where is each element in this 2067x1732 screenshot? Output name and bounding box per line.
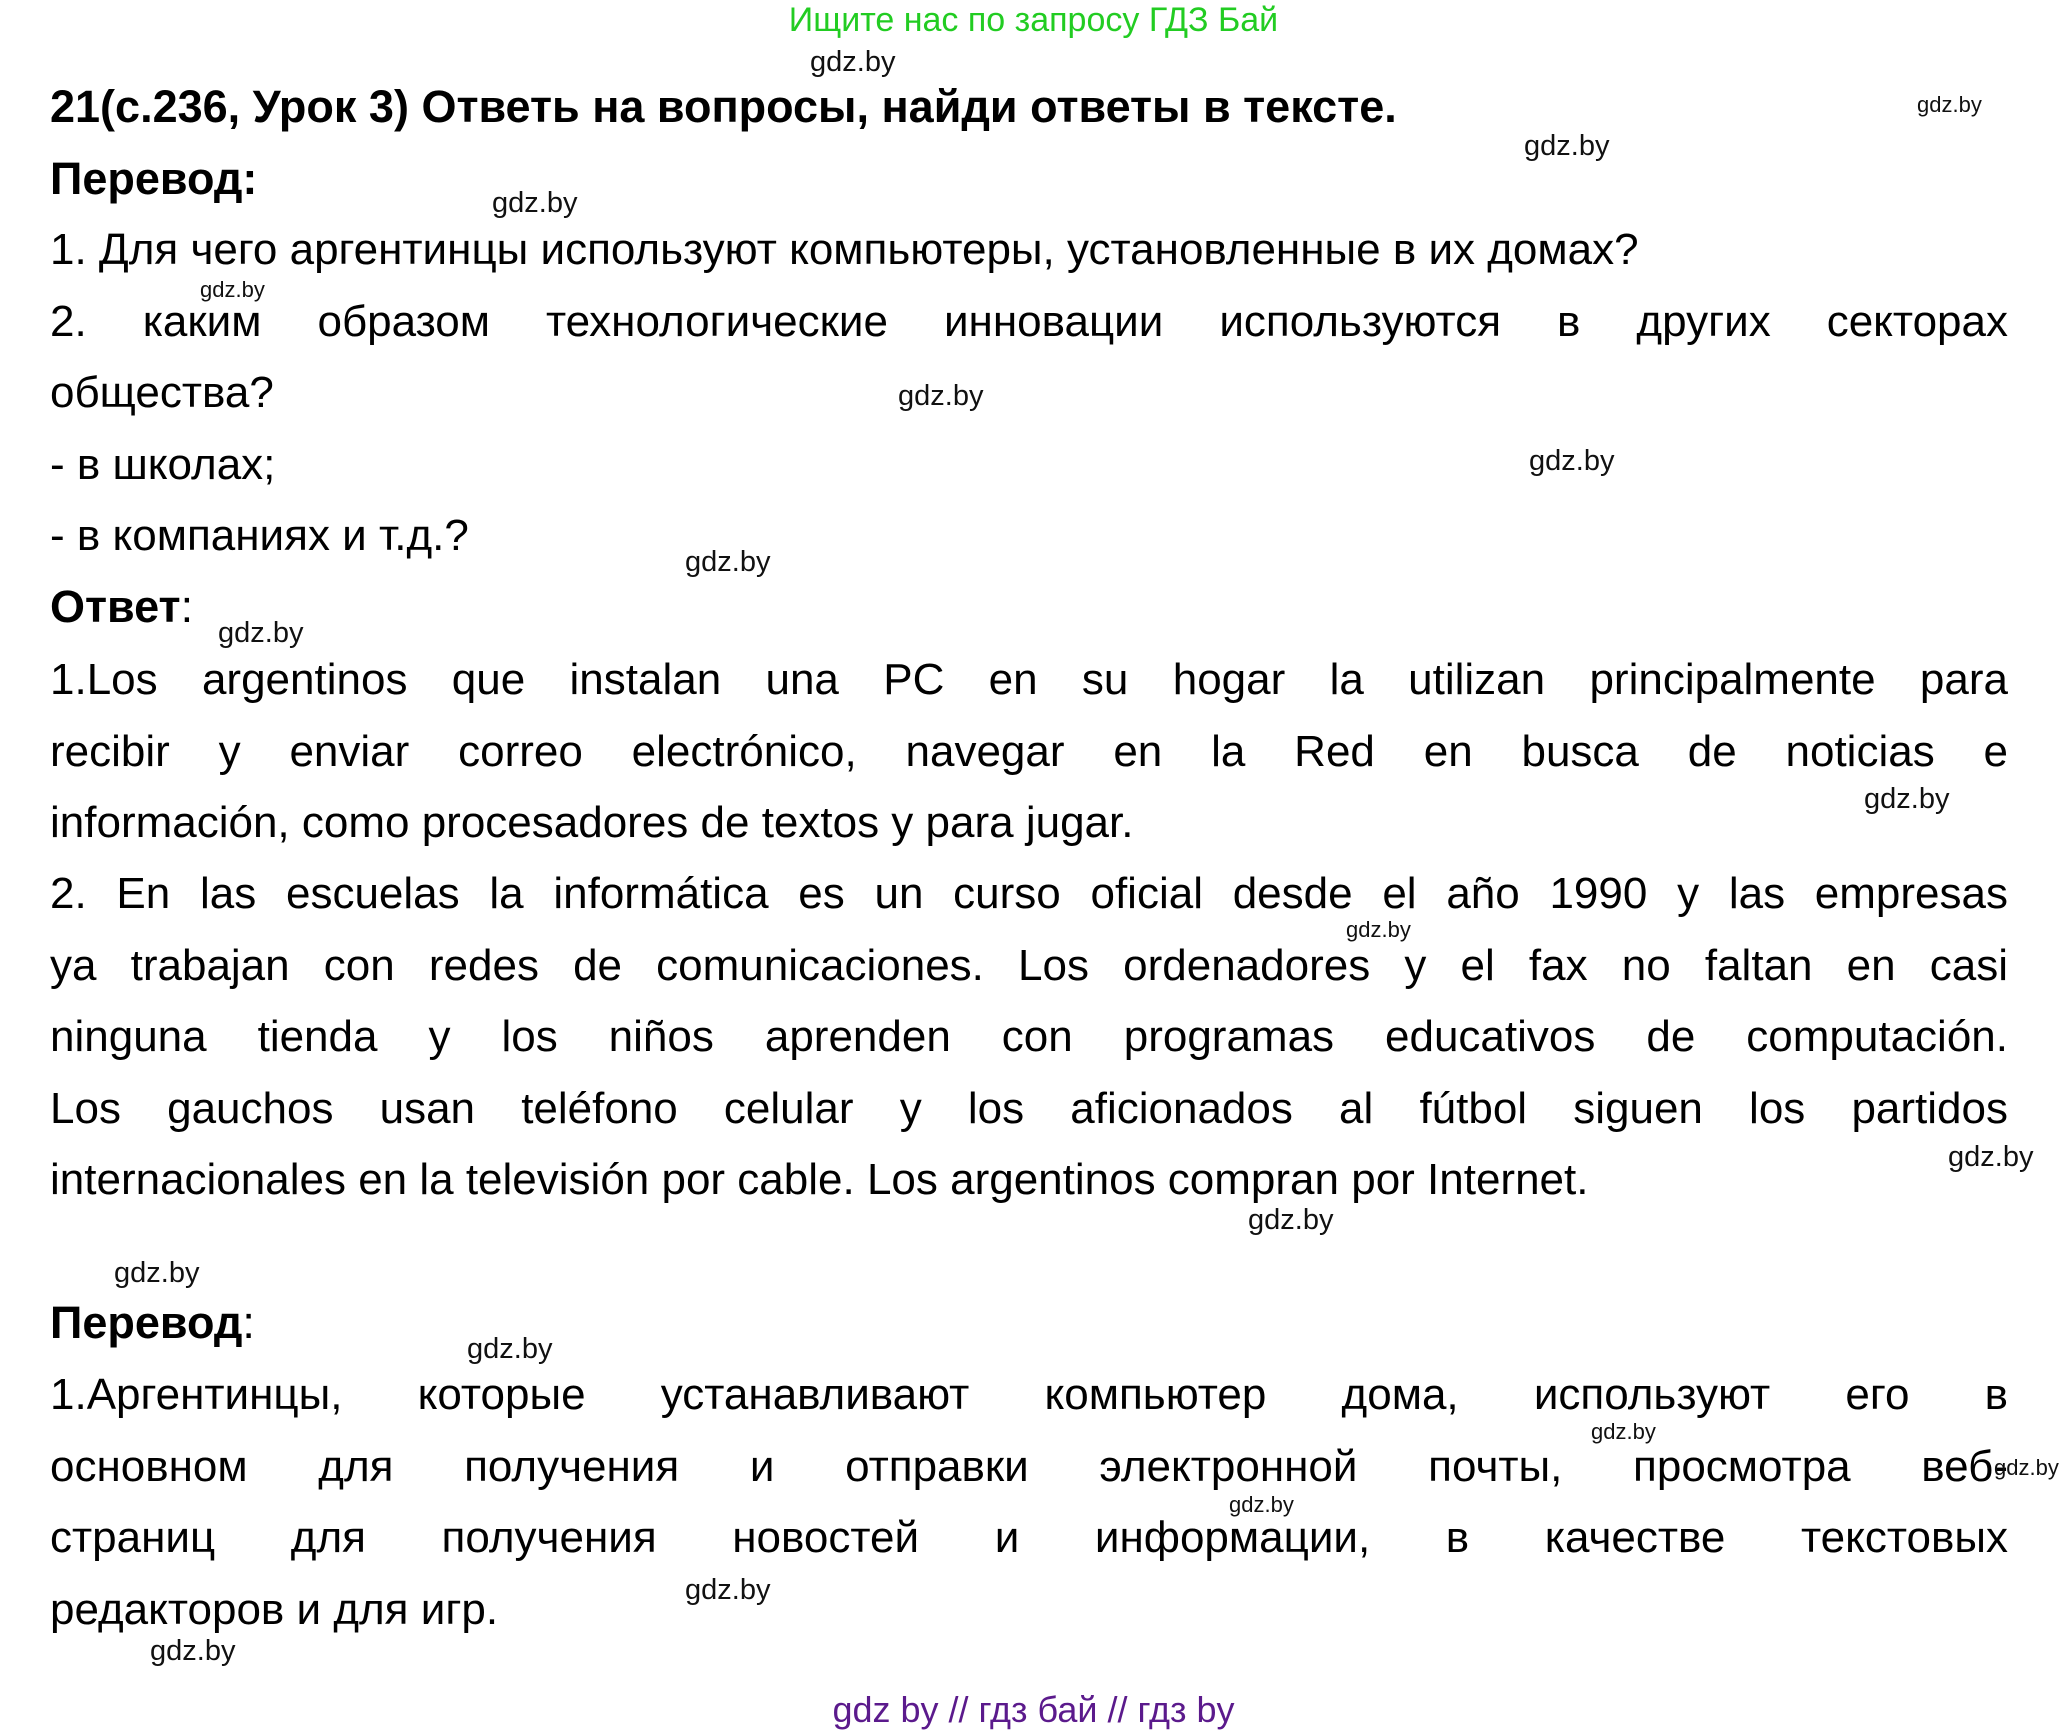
heading-text: Ответ bbox=[50, 581, 181, 632]
answer-line: recibir y enviar correo electrónico, navegar en la Red en busca de noticias e bbox=[50, 726, 2008, 776]
watermark: gdz.by bbox=[1229, 1492, 1294, 1517]
watermark: gdz.by bbox=[685, 1574, 771, 1606]
question-line: общества? bbox=[50, 368, 274, 417]
answer-paragraph-1 bbox=[50, 644, 2008, 859]
questions-block bbox=[50, 214, 2008, 572]
watermark: gdz.by bbox=[1948, 1141, 2034, 1173]
answer-paragraph-2 bbox=[50, 858, 2008, 1216]
watermark: gdz.by bbox=[1591, 1419, 1656, 1444]
answer-line: internacionales en la televisión por cable. Los argentinos compran por Internet. bbox=[50, 1155, 1589, 1204]
heading-text: Перевод bbox=[50, 1297, 243, 1348]
watermark: gdz.by bbox=[1529, 445, 1615, 477]
watermark: gdz.by bbox=[218, 617, 304, 649]
watermark: gdz.by bbox=[114, 1257, 200, 1289]
question-line: - в школах; bbox=[50, 439, 276, 489]
heading-colon: : bbox=[180, 581, 194, 632]
footer-links[interactable]: gdz by // гдз бай // гдз by bbox=[832, 1689, 1235, 1730]
translation-line: редакторов и для игр. bbox=[50, 1584, 499, 1634]
answer-line: 1.Los argentinos que instalan una PC en su hogar la utilizan principalmente para bbox=[50, 655, 2008, 704]
watermark: gdz.by bbox=[810, 46, 896, 78]
watermark: gdz.by bbox=[1524, 130, 1610, 162]
translation-line: 1.Аргентинцы, которые устанавливают компьютер дома, используют его в bbox=[50, 1370, 2008, 1419]
watermark: gdz.by bbox=[200, 277, 265, 302]
question-line: 2. каким образом технологические инновации используются в других секторах bbox=[50, 296, 2008, 346]
watermark: gdz.by bbox=[1917, 92, 1982, 117]
translation-heading bbox=[50, 144, 257, 214]
exercise-title: 21(с.236, Урок 3) Ответь на вопросы, найди ответы в тексте. bbox=[50, 81, 1397, 132]
watermark: gdz.by bbox=[898, 380, 984, 412]
answer-line: información, como procesadores de textos y para jugar. bbox=[50, 798, 1134, 847]
answer-heading bbox=[50, 572, 193, 642]
watermark: gdz.by bbox=[1248, 1204, 1334, 1236]
watermark: gdz.by bbox=[685, 546, 771, 578]
watermark: gdz.by bbox=[1346, 917, 1411, 942]
translation-line: основном для получения и отправки электронной почты, просмотра веб- bbox=[50, 1441, 2008, 1491]
heading-colon: : bbox=[242, 1297, 255, 1348]
answer-line: ninguna tienda y los niños aprenden con programas educativos de computación. bbox=[50, 1012, 2008, 1061]
question-line: 1. Для чего аргентинцы используют компьютеры, установленные в их домах? bbox=[50, 225, 1639, 274]
question-line: - в компаниях и т.д.? bbox=[50, 511, 469, 560]
heading-text: Перевод bbox=[50, 153, 243, 204]
watermark: gdz.by bbox=[150, 1635, 236, 1667]
watermark: gdz.by bbox=[492, 187, 578, 219]
watermark: gdz.by bbox=[467, 1333, 553, 1365]
heading-colon: : bbox=[242, 153, 258, 204]
watermark: gdz.by bbox=[1864, 783, 1950, 815]
translation-paragraph bbox=[50, 1359, 2008, 1645]
watermark: gdz.by bbox=[1994, 1455, 2059, 1480]
search-banner: Ищите нас по запросу ГДЗ Бай bbox=[788, 1, 1279, 39]
translation-line: страниц для получения новостей и информации, в качестве текстовых bbox=[50, 1513, 2008, 1562]
answer-line: Los gauchos usan teléfono celular y los aficionados al fútbol siguen los partidos bbox=[50, 1083, 2008, 1133]
answer-line: ya trabajan con redes de comunicaciones. Los ordenadores y el fax no faltan en casi bbox=[50, 940, 2008, 990]
translation-heading-2 bbox=[50, 1288, 255, 1358]
answer-line: 2. En las escuelas la informática es un curso oficial desde el año 1990 y las empresas bbox=[50, 869, 2008, 918]
